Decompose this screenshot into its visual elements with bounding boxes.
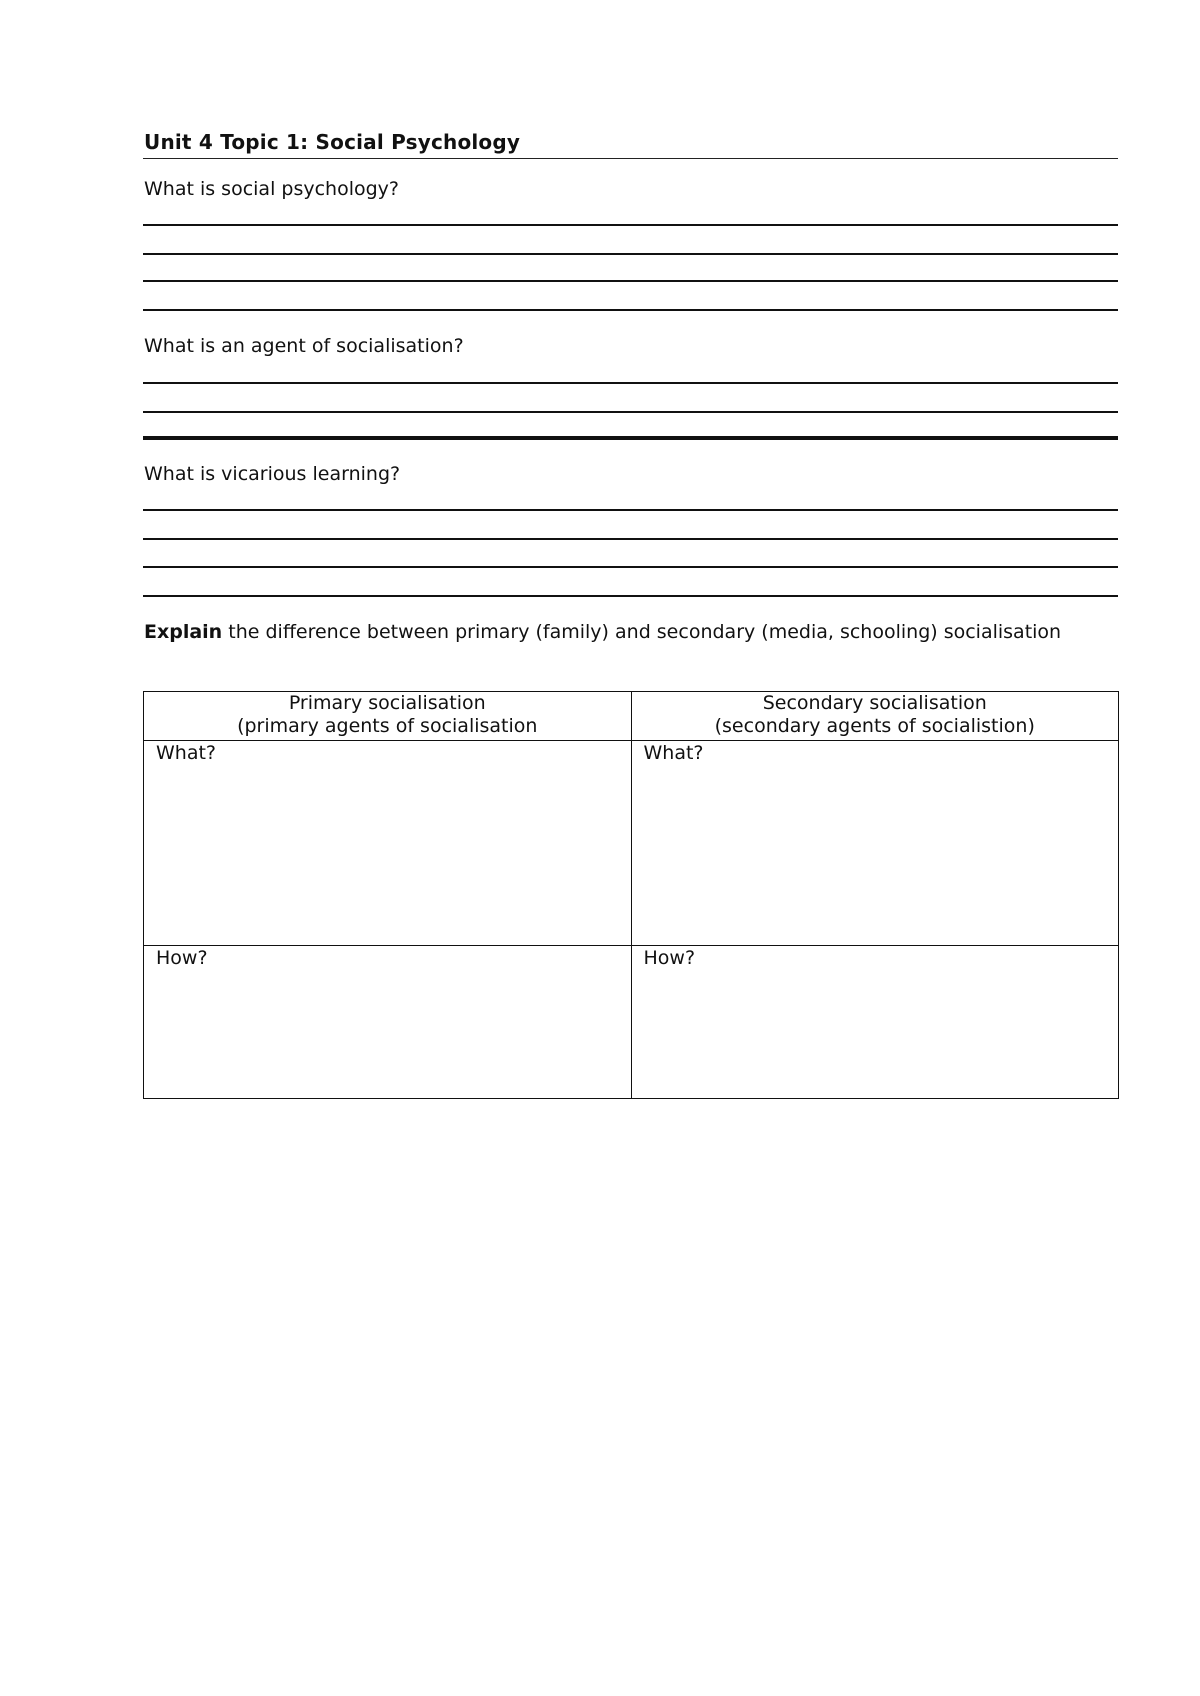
title-underline — [143, 158, 1118, 159]
primary-what-cell[interactable] — [144, 741, 632, 946]
secondary-what-cell[interactable] — [631, 741, 1119, 946]
explain-prompt — [144, 620, 1104, 645]
answer-line[interactable] — [143, 538, 1118, 540]
socialisation-table — [143, 691, 1119, 1099]
header-secondary-subtitle: (secondary agents of socialistion) — [714, 715, 1035, 737]
question-agent-of-socialisation: What is an agent of socialisation? — [144, 335, 464, 357]
cell-label: What? — [643, 742, 704, 764]
answer-line[interactable] — [143, 509, 1118, 511]
header-secondary-title: Secondary socialisation — [762, 692, 987, 714]
answer-line[interactable] — [143, 280, 1118, 282]
table-row — [144, 946, 1119, 1099]
primary-how-cell[interactable] — [144, 946, 632, 1099]
header-primary-title: Primary socialisation — [288, 692, 486, 714]
answer-line[interactable] — [143, 382, 1118, 384]
header-secondary — [631, 692, 1119, 741]
table-row — [144, 741, 1119, 946]
explain-keyword: Explain — [144, 621, 223, 643]
answer-line[interactable] — [143, 253, 1118, 255]
answer-line[interactable] — [143, 566, 1118, 568]
question-social-psychology: What is social psychology? — [144, 178, 399, 200]
page-title: Unit 4 Topic 1: Social Psychology — [144, 130, 521, 154]
header-primary-subtitle: (primary agents of socialisation — [237, 715, 538, 737]
explain-text: the difference between primary (family) and secondary (media, schooling) socialisation — [222, 621, 1062, 643]
cell-label: How? — [156, 947, 208, 969]
question-vicarious-learning: What is vicarious learning? — [144, 463, 401, 485]
answer-line[interactable] — [143, 224, 1118, 226]
header-primary — [144, 692, 632, 741]
answer-line[interactable] — [143, 595, 1118, 597]
answer-line[interactable] — [143, 309, 1118, 311]
secondary-how-cell[interactable] — [631, 946, 1119, 1099]
answer-line[interactable] — [143, 411, 1118, 413]
cell-label: How? — [643, 947, 696, 969]
cell-label: What? — [156, 742, 217, 764]
table-header-row — [144, 692, 1119, 741]
answer-line[interactable] — [143, 436, 1118, 440]
